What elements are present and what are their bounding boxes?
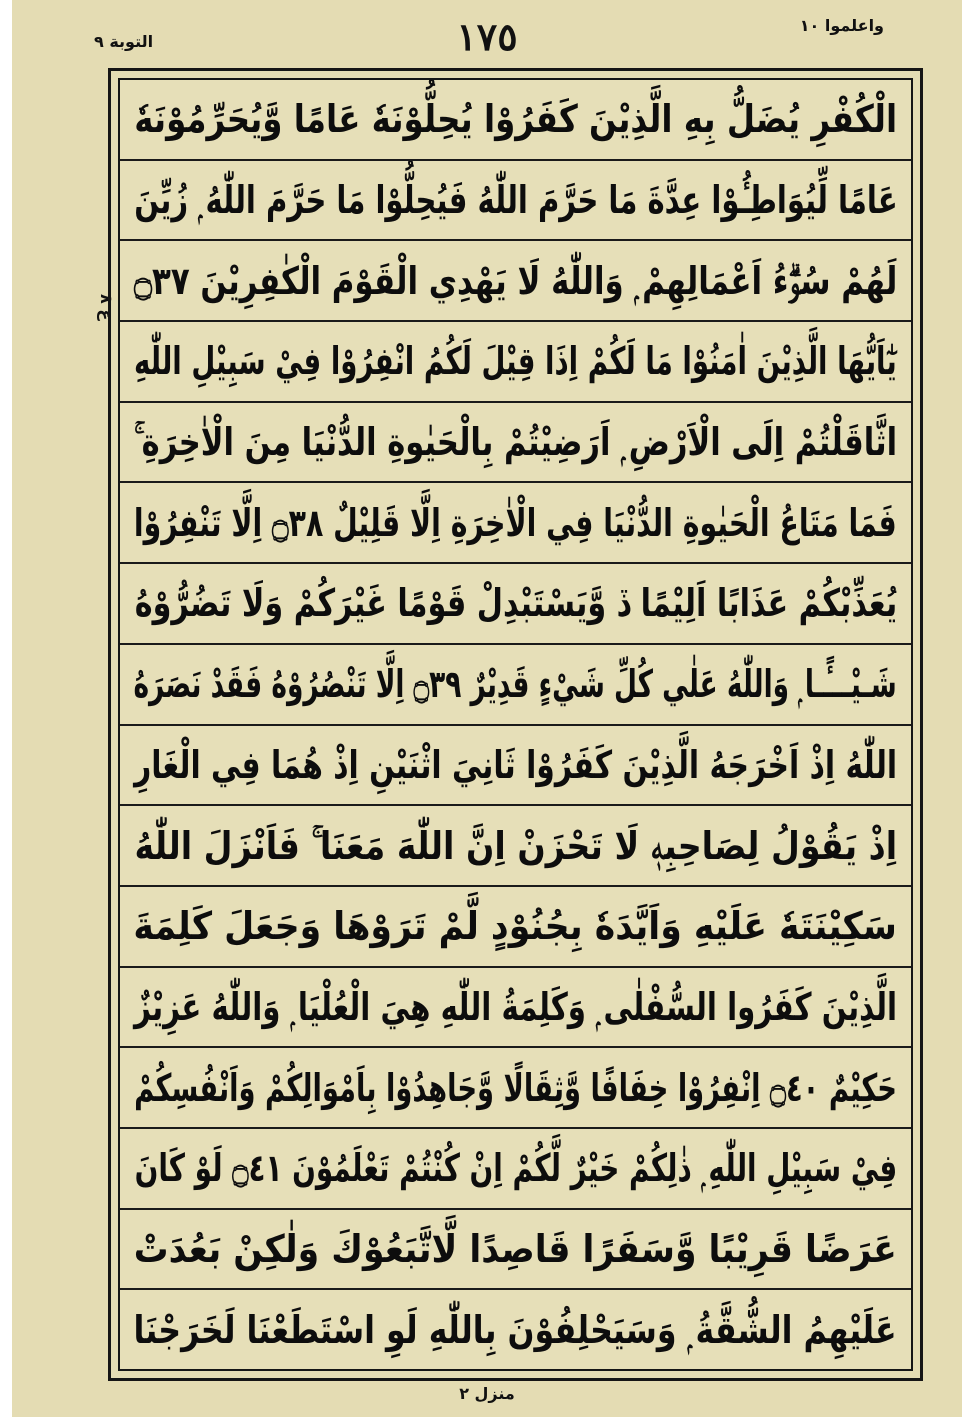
text-line	[120, 161, 911, 242]
text-frame	[118, 78, 913, 1371]
text-line	[120, 403, 911, 484]
text-line	[120, 483, 911, 564]
verse-lines	[120, 80, 911, 1369]
text-line	[120, 80, 911, 161]
text-line	[120, 968, 911, 1049]
text-line	[120, 726, 911, 807]
text-line	[120, 806, 911, 887]
text-line-content: اِذْ يَقُوْلُ لِصَاحِبِهٖ لَا تَحْزَنْ اِنَّ اللّٰهَ مَعَنَا ۚ فَاَنْزَلَ اللّٰهُ	[134, 823, 897, 868]
ruku-marker: ع ٨	[97, 293, 116, 321]
text-line-content: عَرَضًا قَرِيْبًا وَّسَفَرًا قَاصِدًا لَّاتَّبَعُوْكَ وَلٰكِنْ بَعُدَتْ	[134, 1226, 897, 1271]
page-header	[12, 0, 962, 68]
text-line	[120, 1290, 911, 1369]
text-line	[120, 1048, 911, 1129]
text-line-content: عَامًا لِّيُوَاطِـُٔوْا عِدَّةَ مَا حَرَّمَ اللّٰهُ فَيُحِلُّوْا مَا حَرَّمَ اللّٰهُ ۭ زُيِّنَ	[133, 178, 898, 223]
text-line-content: فِيْ سَبِيْلِ اللّٰهِ ۭ ذٰلِكُمْ خَيْرٌ لَّكُمْ اِنْ كُنْتُمْ تَعْلَمُوْنَ ۝٤١ لَوْ كَانَ	[134, 1146, 897, 1191]
text-line-content: اللّٰهُ اِذْ اَخْرَجَهُ الَّذِيْنَ كَفَرُوْا ثَانِيَ اثْنَيْنِ اِذْ هُمَا فِي الْغَارِ	[133, 742, 897, 787]
text-line	[120, 1210, 911, 1291]
text-line-content: حَكِيْمٌ ۝٤٠ اِنْفِرُوْا خِفَافًا وَّثِقَالًا وَّجَاهِدُوْا بِاَمْوَالِكُمْ وَاَنْفُسِكُمْ	[134, 1065, 897, 1110]
text-line	[120, 645, 911, 726]
text-line-content: يٰٓاَيُّهَا الَّذِيْنَ اٰمَنُوْا مَا لَكُمْ اِذَا قِيْلَ لَكُمُ انْفِرُوْا فِيْ سَبِيْلِ اللّٰهِ	[134, 339, 897, 384]
text-line	[120, 322, 911, 403]
surah-label: التوبة ٩	[94, 32, 154, 51]
text-line	[120, 887, 911, 968]
text-line-content: سَكِيْنَتَهٗ عَلَيْهِ وَاَيَّدَهٗ بِجُنُوْدٍ لَّمْ تَرَوْهَا وَجَعَلَ كَلِمَةَ	[133, 904, 898, 949]
text-line	[120, 564, 911, 645]
text-line-content: الَّذِيْنَ كَفَرُوا السُّفْلٰى ۭ وَكَلِمَةُ اللّٰهِ هِيَ الْعُلْيَا ۭ وَاللّٰهُ عَزِيْزٌ	[133, 984, 898, 1029]
manzil-footer: منزل ٢	[459, 1384, 515, 1403]
juz-label: واعلموا ١٠	[799, 16, 884, 35]
text-line-content: الْكُفْرِ يُضَلُّ بِهِ الَّذِيْنَ كَفَرُوْا يُحِلُّوْنَهٗ عَامًا وَّيُحَرِّمُوْنَهٗ	[134, 97, 897, 142]
text-line	[120, 241, 911, 322]
page-number: ١٧٥	[456, 14, 518, 59]
text-line	[120, 1129, 911, 1210]
text-line-content: شَـيْـــًٔـا ۭ وَاللّٰهُ عَلٰي كُلِّ شَيْءٍ قَدِيْرٌ ۝٣٩ اِلَّا تَنْصُرُوْهُ فَقَدْ نَصَرَهُ	[133, 662, 898, 707]
text-line-content: فَمَا مَتَاعُ الْحَيٰوةِ الدُّنْيَا فِي الْاٰخِرَةِ اِلَّا قَلِيْلٌ ۝٣٨ اِلَّا تَنْفِرُوْا	[134, 500, 897, 545]
text-line-content: عَلَيْهِمُ الشُّقَّةُ ۭ وَسَيَحْلِفُوْنَ بِاللّٰهِ لَوِ اسْتَطَعْنَا لَخَرَجْنَا	[133, 1307, 898, 1352]
text-line-content: لَهُمْ سُوْۗءُ اَعْمَالِهِمْ ۭ وَاللّٰهُ لَا يَهْدِي الْقَوْمَ الْكٰفِرِيْنَ ۝٣٧	[133, 258, 898, 303]
text-line-content: اثَّاقَلْتُمْ اِلَى الْاَرْضِ ۭ اَرَضِيْتُمْ بِالْحَيٰوةِ الدُّنْيَا مِنَ الْاٰخِرَةِ ۚ	[133, 420, 898, 465]
mushaf-page	[12, 0, 962, 1417]
text-line-content: يُعَذِّبْكُمْ عَذَابًا اَلِيْمًا ڏ وَّيَسْتَبْدِلْ قَوْمًا غَيْرَكُمْ وَلَا تَضُرُّوْهُ	[134, 581, 897, 626]
